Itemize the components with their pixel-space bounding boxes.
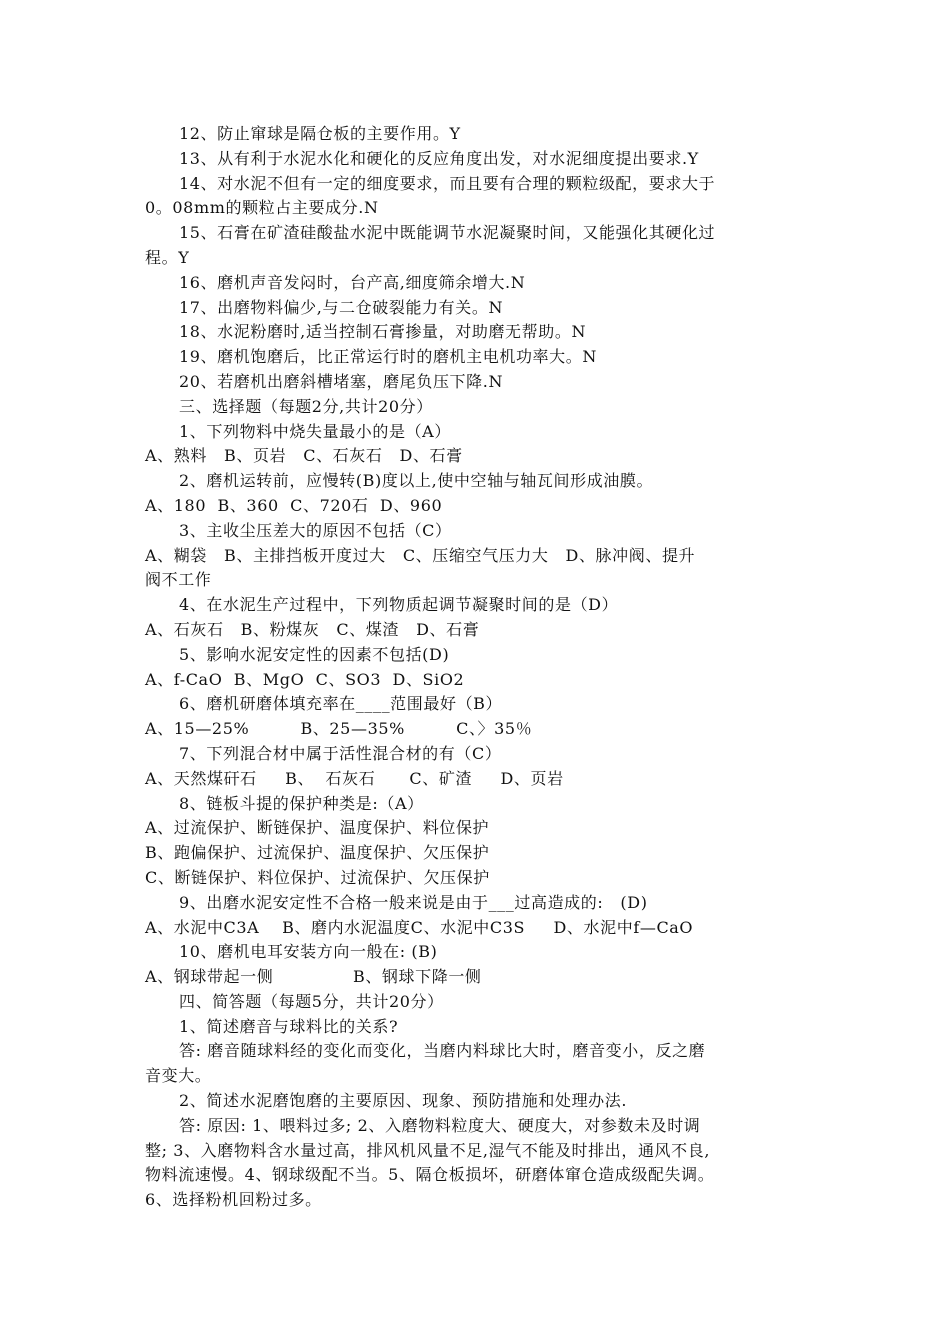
text-line: A、糊袋 B、主排挡板开度过大 C、压缩空气压力大 D、脉冲阀、提升: [145, 545, 696, 565]
text-line: A、15—25% B、25—35% C、〉35％: [145, 719, 533, 739]
text-line: A、天然煤矸石 B、 石灰石 C、矿渣 D、页岩: [145, 768, 564, 788]
text-line: A、过流保护、断链保护、温度保护、料位保护: [145, 818, 490, 838]
text-line: 6、选择粉机回粉过多。: [145, 1190, 322, 1210]
text-line: 物料流速慢。4、钢球级配不当。5、隔仓板损坏，研磨体窜仓造成级配失调。: [145, 1165, 715, 1185]
text-line: 5、影响水泥安定性的因素不包括(D): [179, 644, 450, 664]
text-line: C、断链保护、料位保护、过流保护、欠压保护: [145, 867, 490, 887]
text-line: 四、简答题（每题5分，共计20分）: [179, 991, 444, 1011]
text-line: 16、磨机声音发闷时，台产高,细度筛余增大.N: [179, 272, 526, 292]
text-line: 8、链板斗提的保护种类是:（A）: [179, 793, 424, 813]
text-line: 2、磨机运转前，应慢转(B)度以上,使中空轴与轴瓦间形成油膜。: [179, 471, 654, 491]
text-line: 12、防止窜球是隔仓板的主要作用。Y: [179, 124, 461, 143]
text-line: A、石灰石 B、粉煤灰 C、煤渣 D、石膏: [145, 619, 480, 639]
text-line: 9、出磨水泥安定性不合格一般来说是由于___过高造成的: (D): [179, 892, 648, 912]
text-line: B、跑偏保护、过流保护、温度保护、欠压保护: [145, 843, 490, 863]
text-line: A、钢球带起一侧 B、钢球下降一侧: [145, 967, 482, 987]
text-line: A、水泥中C3A B、磨内水泥温度C、水泥中C3S D、水泥中f—CaO: [145, 917, 694, 937]
text-line: 1、简述磨音与球料比的关系?: [179, 1016, 399, 1036]
text-line: 答: 磨音随球料经的变化而变化，当磨内料球比大时，磨音变小，反之磨: [179, 1041, 706, 1061]
text-line: 18、水泥粉磨时,适当控制石膏掺量，对助磨无帮助。N: [179, 322, 587, 342]
text-line: A、180 B、360 C、720石 D、960: [145, 495, 443, 515]
text-line: 13、从有利于水泥水化和硬化的反应角度出发，对水泥细度提出要求.Y: [179, 148, 699, 168]
text-line: 10、磨机电耳安装方向一般在: (B): [179, 942, 438, 962]
text-line: 14、对水泥不但有一定的细度要求，而且要有合理的颗粒级配，要求大于: [179, 173, 716, 193]
text-line: 15、石膏在矿渣硅酸盐水泥中既能调节水泥凝聚时间，又能强化其硬化过: [179, 223, 716, 243]
text-line: A、f-CaO B、MgO C、SO3 D、SiO2: [145, 669, 465, 689]
document-page: [145, 122, 810, 1213]
text-line: 6、磨机研磨体填充率在____范围最好（B）: [179, 694, 503, 714]
text-line: 20、若磨机出磨斜槽堵塞，磨尾负压下降.N: [179, 371, 504, 391]
text-line: 2、简述水泥磨饱磨的主要原因、现象、预防措施和处理办法.: [179, 1091, 628, 1111]
text-line: 三、选择题（每题2分,共计20分）: [179, 396, 433, 416]
text-line: 19、磨机饱磨后，比正常运行时的磨机主电机功率大。N: [179, 347, 597, 367]
text-line: 3、主收尘压差大的原因不包括（C）: [179, 520, 452, 540]
text-line: 整; 3、入磨物料含水量过高，排风机风量不足,湿气不能及时排出，通风不良,: [145, 1140, 711, 1160]
text-line: 阀不工作: [145, 570, 212, 590]
text-line: 7、下列混合材中属于活性混合材的有（C）: [179, 743, 502, 763]
text-line: 1、下列物料中烧失量最小的是（A）: [179, 421, 451, 441]
text-line: 4、在水泥生产过程中，下列物质起调节凝聚时间的是（D）: [179, 595, 619, 615]
text-line: 程。Y: [145, 247, 190, 267]
text-line: 0。08mm的颗粒占主要成分.N: [145, 198, 379, 218]
text-line: 答: 原因: 1、喂料过多; 2、入磨物料粒度大、硬度大，对参数未及时调: [179, 1115, 701, 1135]
text-line: 17、出磨物料偏少,与二仓破裂能力有关。N: [179, 297, 504, 317]
text-line: A、熟料 B、页岩 C、石灰石 D、石膏: [145, 446, 463, 466]
text-line: 音变大。: [145, 1066, 212, 1086]
